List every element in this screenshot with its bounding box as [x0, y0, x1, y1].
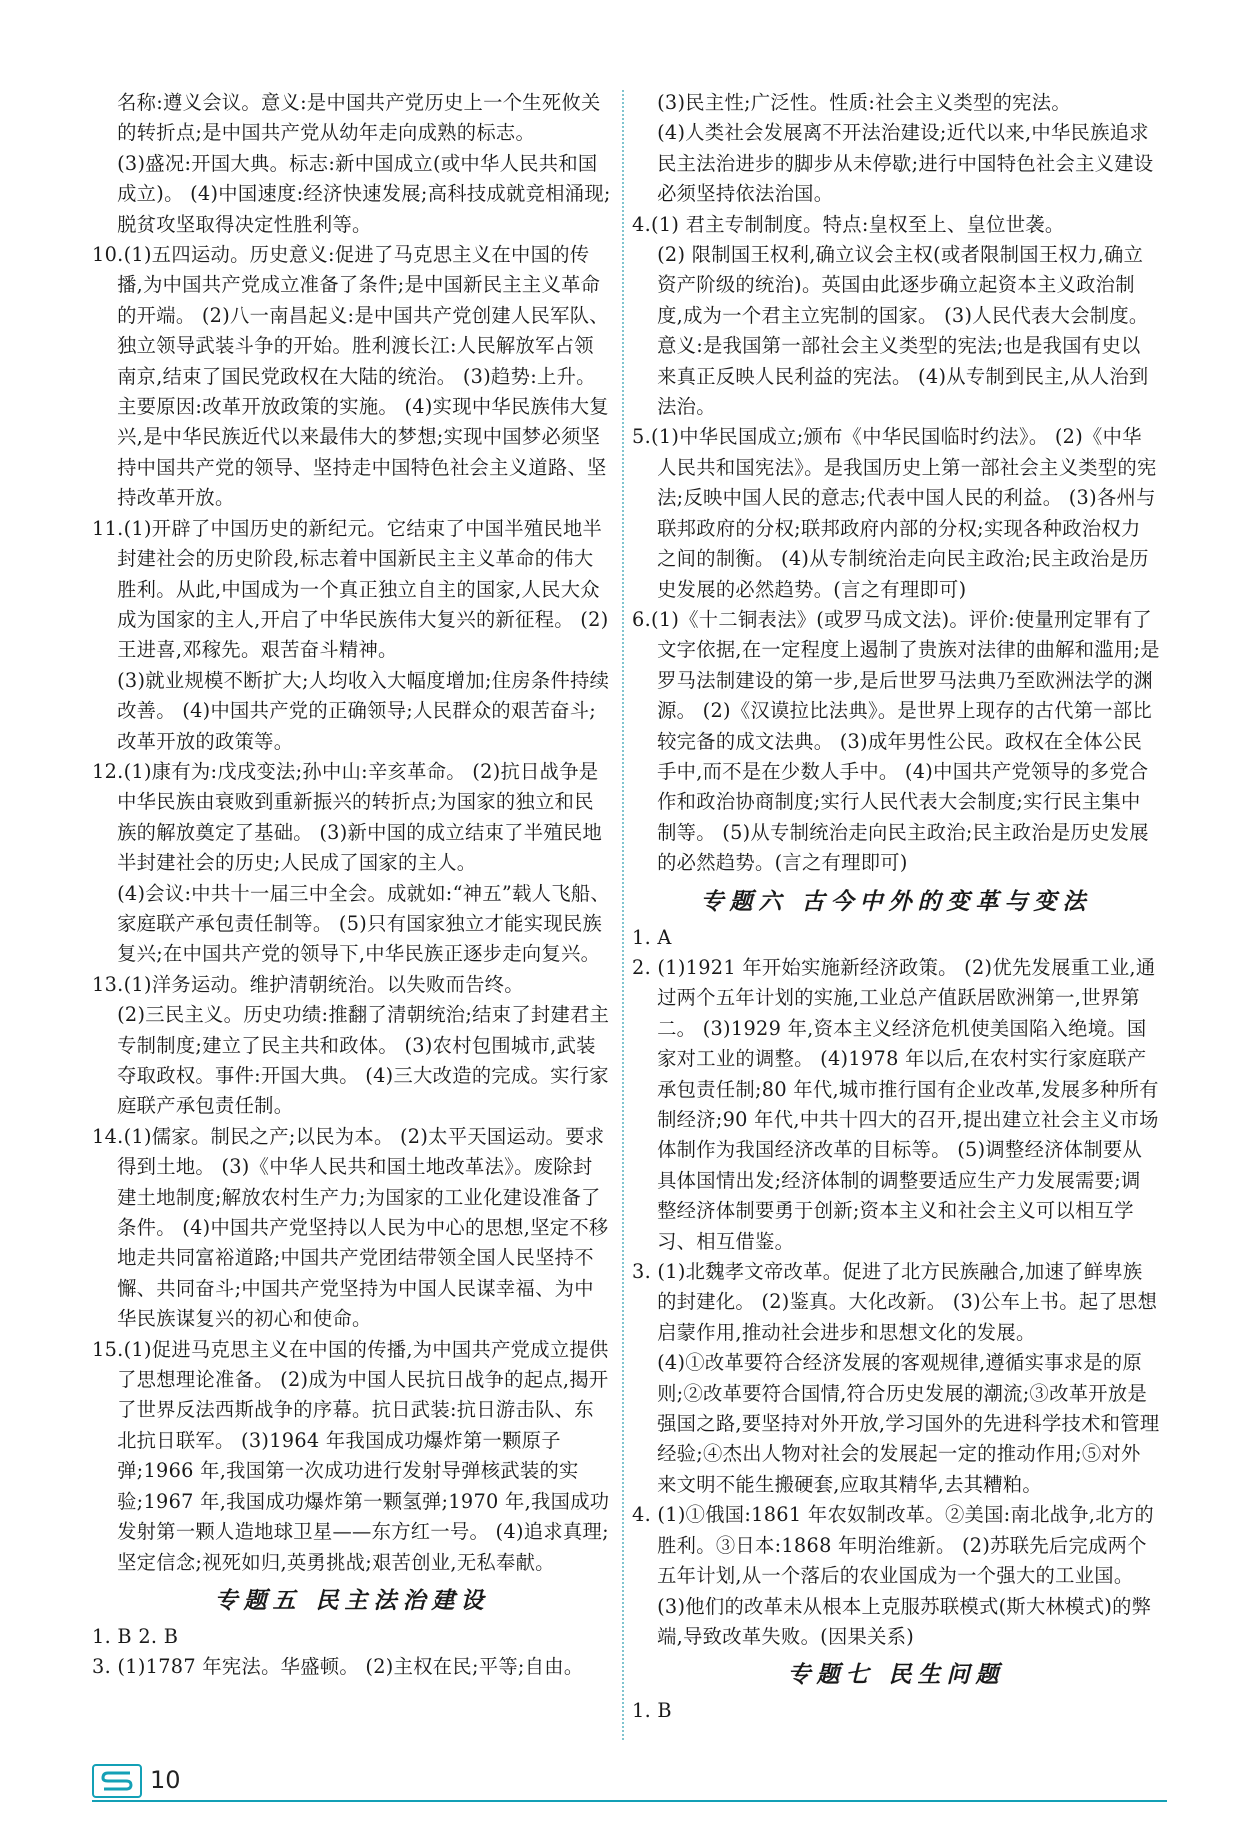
page-number: 10	[150, 1766, 181, 1794]
answer-item: 4. (1)①俄国:1861 年农奴制改革。②美国:南北战争,北方的胜利。③日本:1868 年明治维新。 (2)苏联先后完成两个五年计划,从一个落后的农业国成为一个强大的工业国。 (3)他们的改革未从根本上克服苏联模式(斯大林模式)的弊端,导致改革失败。(因果关系)	[632, 1503, 1154, 1648]
answer-item: 15.(1)促进马克思主义在中国的传播,为中国共产党成立提供了思想理论准备。 (2)成为中国人民抗日战争的起点,揭开了世界反法西斯战争的序幕。抗日武装:抗日游击队、东北抗日联军。 (3)1964 年我国成功爆炸第一颗原子弹;1966 年,我国第一次成功进行发射导弹核武装的实验;1967 年,我国成功爆炸第一颗氢弹;1970 年,我国成功发射第一颗人造地球卫星——东方红一号。 (4)追求真理;坚定信念;视死如归,英勇挑战;艰苦创业,无私奉献。	[92, 1337, 610, 1574]
section-heading-6: 专题六 古今中外的变革与变法	[700, 887, 1092, 915]
answer-item: (4)会议:中共十一届三中全会。成就如:“神五”载人飞船、家庭联产承包责任制等。 (5)只有国家独立才能实现民族复兴;在中国共产党的领导下,中华民族正逐步走向复兴。	[117, 881, 610, 966]
answer-item: 名称:遵义会议。意义:是中国共产党历史上一个生死攸关的转折点;是中国共产党从幼年走向成熟的标志。	[117, 91, 601, 145]
answer-item: 6.(1)《十二铜表法》(或罗马成文法)。评价:使量刑定罪有了文字依据,在一定程度上遏制了贵族对法律的曲解和滥用;是罗马法制建设的第一步,是后世罗马法典乃至欧洲法学的渊源。 (2)《汉谟拉比法典》。是世界上现存的古代第一部比较完备的成文法典。 (3)成年男性公民。政权在全体公民手中,而不是在少数人手中。 (4)中国共产党领导的多党合作和政治协商制度;实行人民代表大会制度;实行民主集中制等。 (5)从专制统治走向民主政治;民主政治是历史发展的必然趋势。(言之有理即可)	[632, 607, 1160, 875]
section-heading-5: 专题五 民主法治建设	[214, 1586, 490, 1614]
right-answer-list	[632, 88, 1160, 879]
left-answer-list-after	[92, 1622, 612, 1683]
answer-item: 2. (1)1921 年开始实施新经济政策。 (2)优先发展重工业,通过两个五年计划的实施,工业总产值跃居欧洲第一,世界第二。 (3)1929 年,资本主义经济危机使美国陷入绝境。国家对工业的调整。 (4)1978 年以后,在农村实行家庭联产承包责任制;80 年代,城市推行国有企业改革,发展多种所有制经济;90 年代,中共十四大的召开,提出建立社会主义市场体制作为我国经济改革的目标等。 (5)调整经济体制要从具体国情出发;经济体制的调整要适应生产力发展需要;调整经济体制要勇于创新;资本主义和社会主义可以相互学习、相互借鉴。	[632, 955, 1159, 1253]
answer-item: (4)①改革要符合经济发展的客观规律,遵循实事求是的原则;②改革要符合国情,符合历史发展的潮流;③改革开放是强国之路,要坚持对外开放,学习国外的先进科学技术和管理经验;④杰出人物对社会的发展起一定的推动作用;⑤对外来文明不能生搬硬套,应取其精华,去其糟粕。	[657, 1351, 1160, 1496]
right-answer-list-after	[632, 1696, 1160, 1726]
answer-item: (4)人类社会发展离不开法治建设;近代以来,中华民族追求民主法治进步的脚步从未停歇;进行中国特色社会主义建设必须坚持依法治国。	[657, 121, 1154, 206]
left-column	[92, 88, 612, 1683]
answer-item: 1. B	[632, 1699, 672, 1723]
footer-rule	[92, 1800, 1167, 1802]
answer-item: (2) 限制国王权利,确立议会主权(或者限制国王权力,确立资产阶级的统治)。英国由此逐步确立起资本主义政治制度,成为一个君主立宪制的国家。 (3)人民代表大会制度。意义:是我国第一部社会主义类型的宪法;也是我国有史以来真正反映人民利益的宪法。 (4)从专制到民主,从人治到法治。	[657, 243, 1149, 419]
left-answer-list	[92, 88, 612, 1578]
answer-item: 1. B 2. B	[92, 1624, 179, 1648]
right-column	[632, 88, 1160, 1727]
answer-item: 11.(1)开辟了中国历史的新纪元。它结束了中国半殖民地半封建社会的历史阶段,标志着中国新民主主义革命的伟大胜利。从此,中国成为一个真正独立自主的国家,人民大众成为国家的主人,开启了中华民族伟大复兴的新征程。 (2)王进喜,邓稼先。艰苦奋斗精神。	[92, 516, 609, 662]
answer-item: 4.(1) 君主专制制度。特点:皇权至上、皇位世袭。	[632, 212, 1065, 236]
column-divider	[622, 90, 624, 1740]
brand-s-logo-icon	[92, 1764, 142, 1798]
answer-item: (2)三民主义。历史功绩:推翻了清朝统治;结束了封建君主专制制度;建立了民主共和政体。 (3)农村包围城市,武装夺取政权。事件:开国大典。 (4)三大改造的完成。实行家庭联产承包责任制。	[117, 1003, 610, 1118]
answer-item: 5.(1)中华民国成立;颁布《中华民国临时约法》。 (2)《中华人民共和国宪法》。是我国历史上第一部社会主义类型的宪法;反映中国人民的意志;代表中国人民的利益。 (3)各州与联邦政府的分权;联邦政府内部的分权;实现各种政治权力之间的制衡。 (4)从专制统治走向民主政治;民主政治是历史发展的必然趋势。(言之有理即可)	[632, 425, 1157, 601]
answer-item: (3)民主性;广泛性。性质:社会主义类型的宪法。	[657, 91, 1071, 114]
answer-item: 12.(1)康有为:戊戌变法;孙中山:辛亥革命。 (2)抗日战争是中华民族由衰败到重新振兴的转折点;为国家的独立和民族的解放奠定了基础。 (3)新中国的成立结束了半殖民地半封建社会的历史;人民成了国家的主人。	[92, 759, 603, 875]
answer-item: (3)盛况:开国大典。标志:新中国成立(或中华人民共和国成立)。 (4)中国速度:经济快速发展;高科技成就竞相涌现;脱贫攻坚取得决定性胜利等。	[117, 151, 611, 236]
right-answer-list-mid	[632, 923, 1160, 1653]
answer-item: 14.(1)儒家。制民之产;以民为本。 (2)太平天国运动。要求得到土地。 (3)《中华人民共和国土地改革法》。废除封建土地制度;解放农村生产力;为国家的工业化建设准备了条件。 (4)中国共产党坚持以人民为中心的思想,坚定不移地走共同富裕道路;中国共产党团结带领全国人民坚持不懈、共同奋斗;中国共产党坚持为中国人民谋幸福、为中华民族谋复兴的初心和使命。	[92, 1124, 609, 1331]
page-footer	[92, 1762, 192, 1798]
answer-item: 1. A	[632, 925, 672, 949]
answer-item: 13.(1)洋务运动。维护清朝统治。以失败而告终。	[92, 972, 524, 996]
answer-item: (3)就业规模不断扩大;人均收入大幅度增加;住房条件持续改善。 (4)中国共产党的正确领导;人民群众的艰苦奋斗;改革开放的政策等。	[117, 668, 610, 753]
answer-item: 3. (1)北魏孝文帝改革。促进了北方民族融合,加速了鲜卑族的封建化。 (2)鉴真。大化改新。 (3)公车上书。起了思想启蒙作用,推动社会进步和思想文化的发展。	[632, 1260, 1158, 1344]
answer-item: 3. (1)1787 年宪法。华盛顿。 (2)主权在民;平等;自由。	[92, 1655, 584, 1679]
answer-item: 10.(1)五四运动。历史意义:促进了马克思主义在中国的传播,为中国共产党成立准备了条件;是中国新民主主义革命的开端。 (2)八一南昌起义:是中国共产党创建人民军队、独立领导武装斗争的开始。胜利渡长江:人民解放军占领南京,结束了国民党政权在大陆的统治。 (3)趋势:上升。主要原因:改革开放政策的实施。 (4)实现中华民族伟大复兴,是中华民族近代以来最伟大的梦想;实现中国梦必须坚持中国共产党的领导、坚持走中国特色社会主义道路、坚持改革开放。	[92, 243, 609, 510]
section-heading-7: 专题七 民生问题	[787, 1661, 1005, 1689]
